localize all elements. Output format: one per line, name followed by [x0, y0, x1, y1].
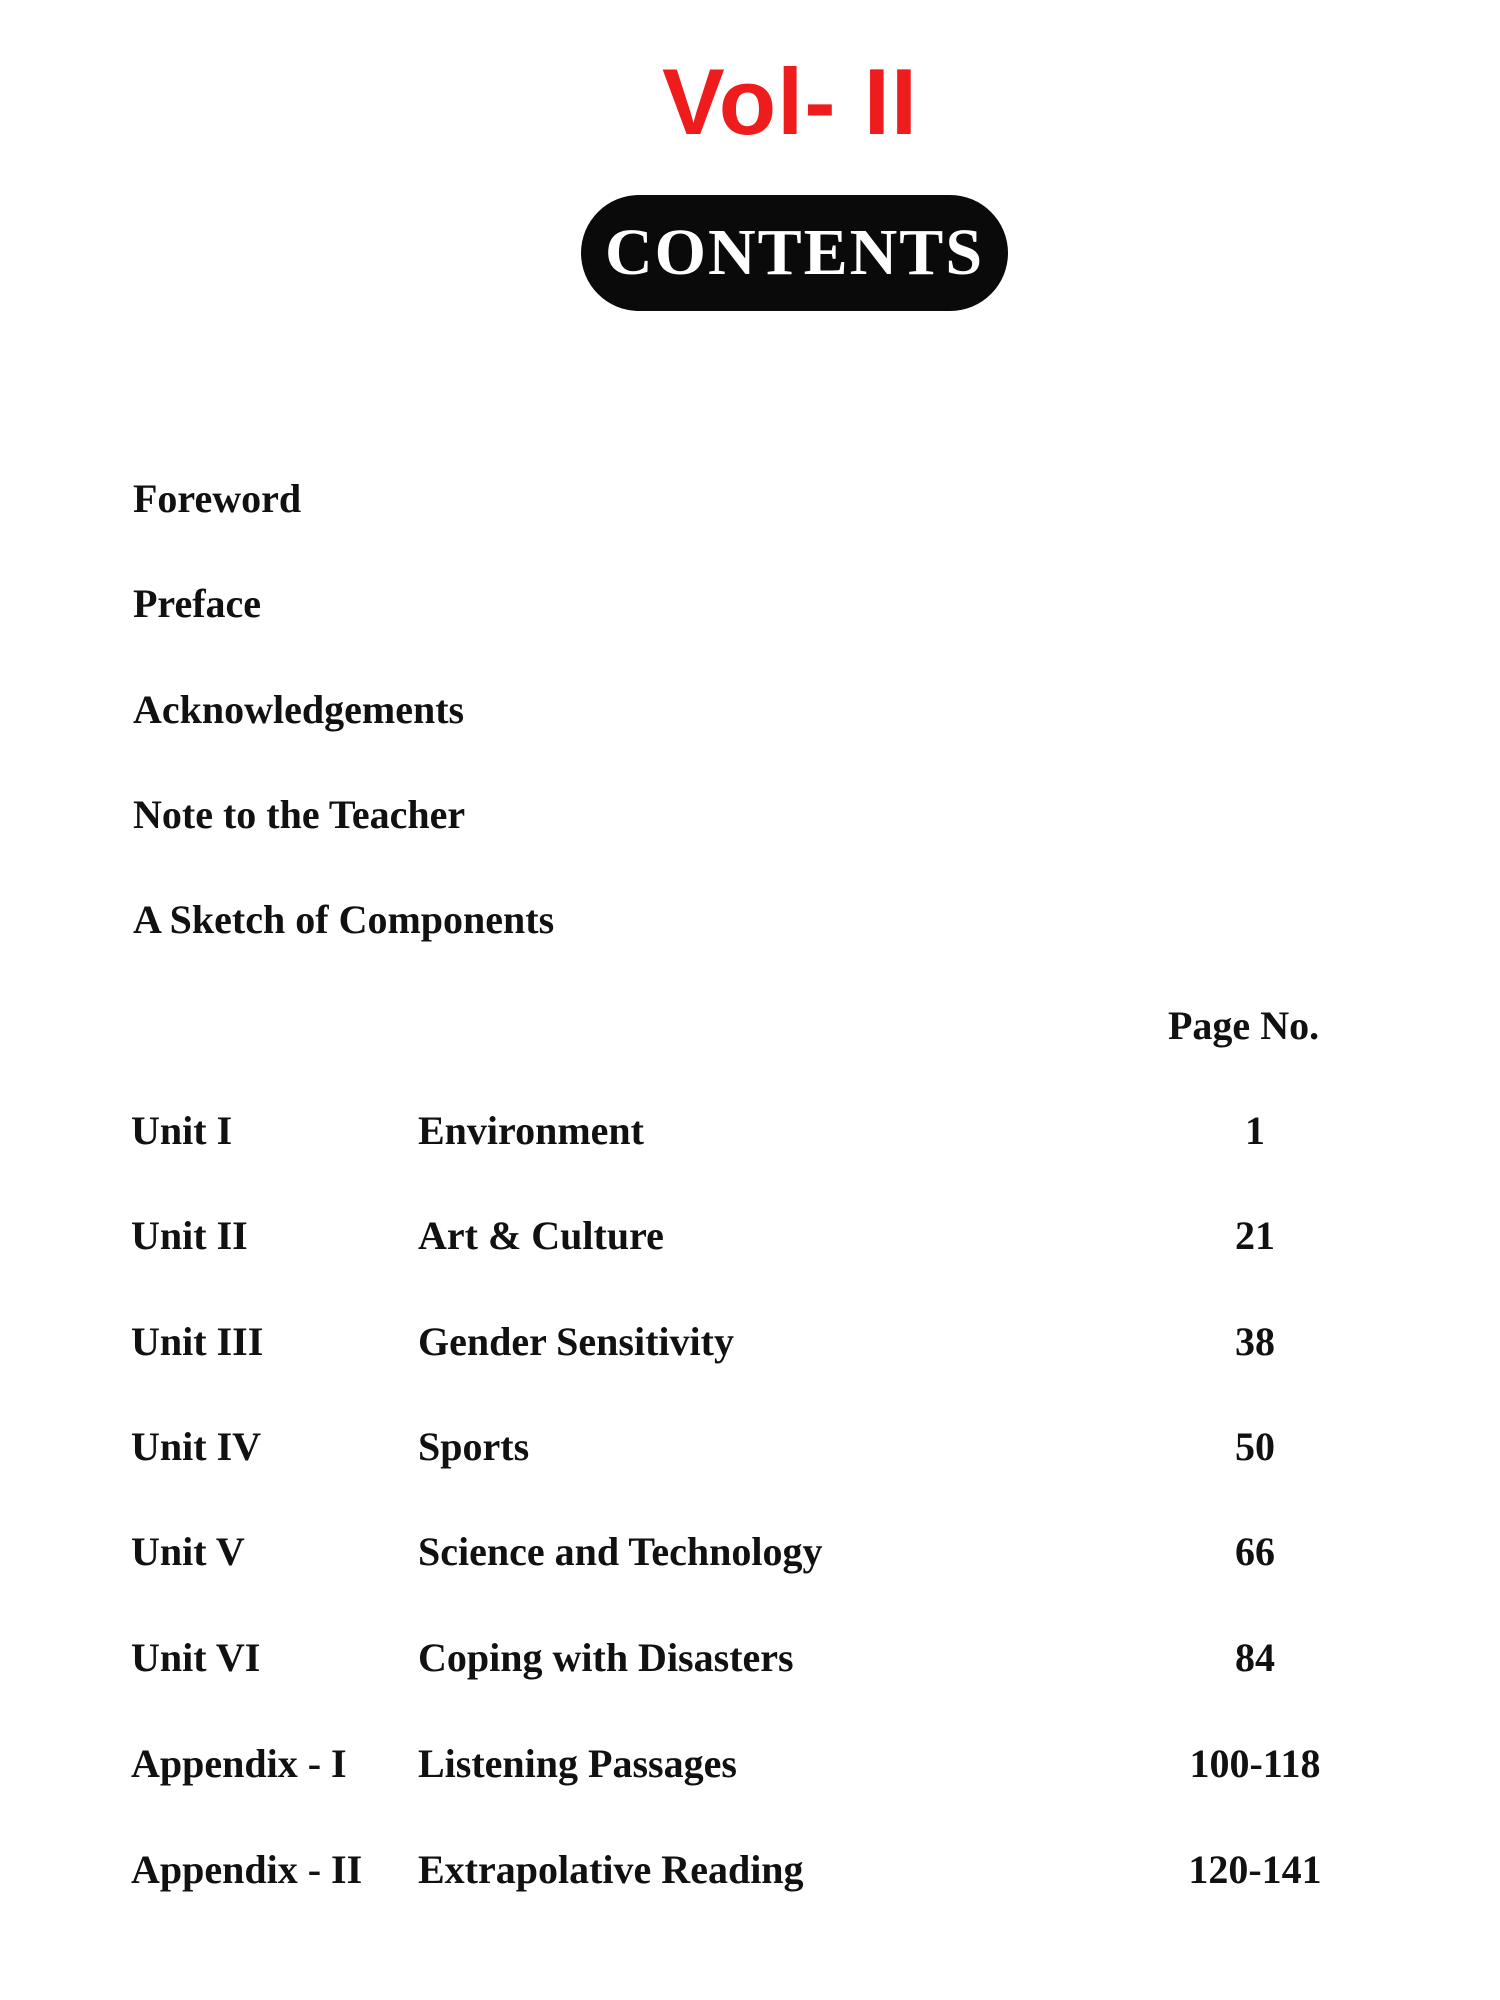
unit-label: Unit II: [131, 1213, 248, 1258]
unit-label: Unit V: [131, 1529, 245, 1574]
page-number: 1: [1245, 1108, 1265, 1153]
unit-title: Art & Culture: [418, 1213, 664, 1258]
table-row: [0, 1740, 1500, 1788]
page-number: 38: [1235, 1319, 1275, 1364]
front-matter-preface: Preface: [133, 581, 262, 626]
unit-title: Listening Passages: [418, 1741, 737, 1786]
table-row: [0, 1846, 1500, 1894]
page-number: 66: [1235, 1529, 1275, 1574]
page-number: 50: [1235, 1424, 1275, 1469]
table-row: [0, 1423, 1500, 1471]
unit-label: Unit III: [131, 1319, 264, 1364]
page-number-column-header: Page No.: [1168, 1003, 1320, 1048]
front-matter-foreword: Foreword: [133, 476, 302, 521]
unit-label: Unit I: [131, 1108, 233, 1153]
page-number: 84: [1235, 1635, 1275, 1680]
unit-title: Environment: [418, 1108, 644, 1153]
front-matter-sketch-of-components: A Sketch of Components: [133, 897, 555, 942]
contents-label: CONTENTS: [604, 216, 985, 289]
front-matter-acknowledgements: Acknowledgements: [133, 687, 465, 732]
unit-label: Unit IV: [131, 1424, 262, 1469]
unit-title: Coping with Disasters: [418, 1635, 794, 1680]
contents-banner: [581, 195, 1008, 311]
table-row: [0, 1212, 1500, 1260]
volume-title: Vol- II: [662, 49, 918, 154]
table-row: [0, 1318, 1500, 1366]
table-row: [0, 1634, 1500, 1682]
unit-label: Appendix - I: [131, 1741, 347, 1786]
unit-label: Unit VI: [131, 1635, 261, 1680]
unit-title: Sports: [418, 1424, 530, 1469]
unit-title: Gender Sensitivity: [418, 1319, 734, 1364]
page-number: 21: [1235, 1213, 1275, 1258]
unit-title: Science and Technology: [418, 1529, 823, 1574]
unit-title: Extrapolative Reading: [418, 1847, 804, 1892]
table-row: [0, 1528, 1500, 1576]
front-matter-note-to-teacher: Note to the Teacher: [133, 792, 466, 837]
page-number: 100-118: [1189, 1741, 1321, 1786]
unit-label: Appendix - II: [131, 1847, 363, 1892]
page-number: 120-141: [1188, 1847, 1322, 1892]
table-row: [0, 1107, 1500, 1155]
